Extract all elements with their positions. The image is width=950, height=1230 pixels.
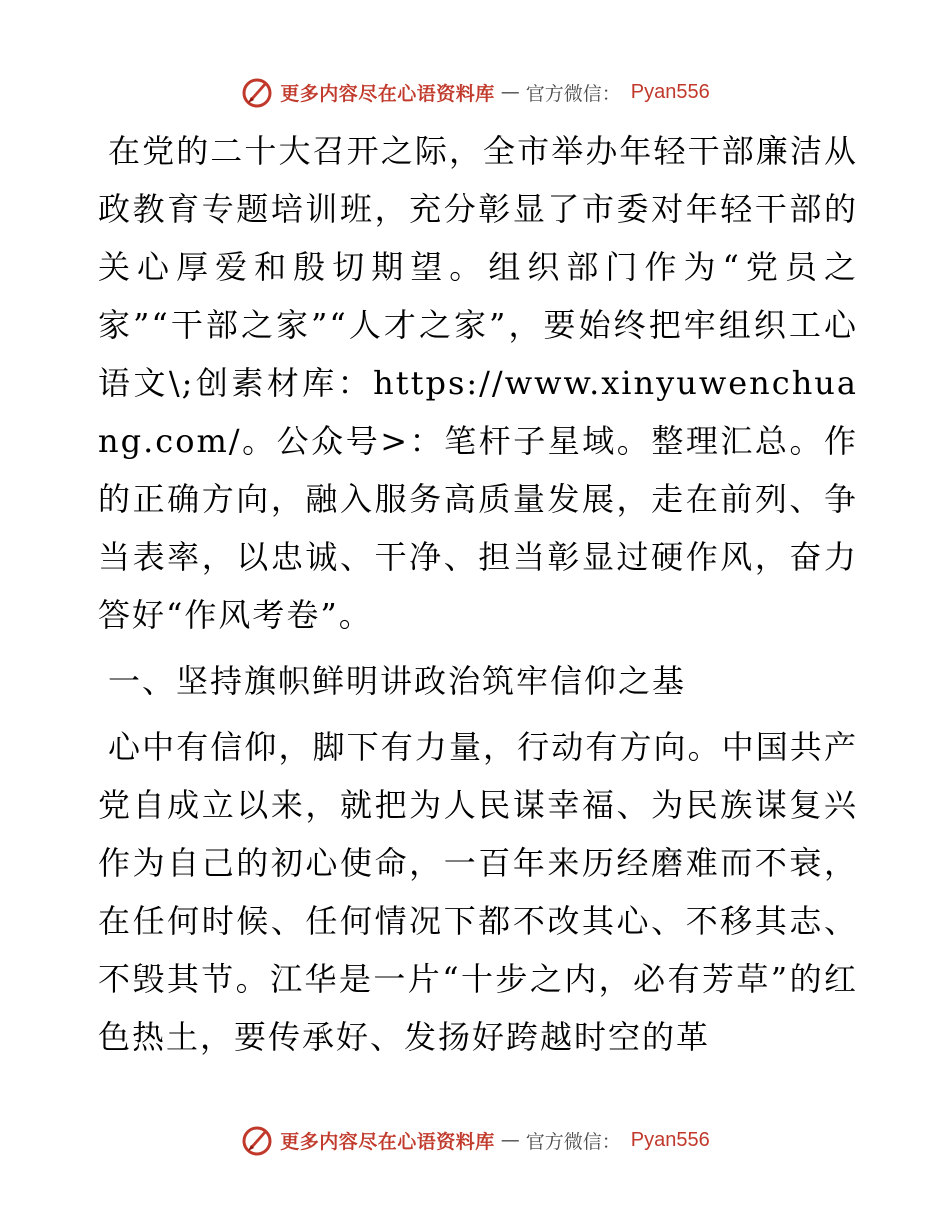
wechat-label: 官方微信： — [525, 82, 621, 105]
brand-text: 更多内容尽在心语资料库 — [280, 1130, 495, 1153]
quill-pen-logo-icon — [240, 75, 274, 109]
banner-separator: — — [500, 1129, 520, 1151]
wechat-id: Pyan556 — [630, 80, 710, 103]
section-heading: 一、坚持旗帜鲜明讲政治筑牢信仰之基 — [108, 662, 687, 700]
paragraph-body: 心中有信仰，脚下有力量，行动有方向。中国共产党自成立以来，就把为人民谋幸福、为民族谋复兴作为自己的初心使命，一百年来历经磨难而不衰，在任何时候、任何情况下都不改其心、不移其志、不毁其节。江华是一片“十步之内，必有芳草”的红色热土，要传承好、发扬好跨越时空的革 — [98, 728, 858, 1056]
wechat-id: Pyan556 — [630, 1128, 710, 1151]
paragraph-intro: 在党的二十大召开之际，全市举办年轻干部廉洁从政教育专题培训班，充分彰显了市委对年轻干部的关心厚爱和殷切期望。组织部门作为“党员之家”“干部之家”“人才之家”，要始终把牢组织工心语文\;创素材库：https://www.xinyuwenchuang.com/。公众号>：笔杆子星域。整理汇总。作的正确方向，融入服务高质量发展，走在前列、争当表率，以忠诚、干净、担当彰显过硬作风，奋力答好“作风考卷”。 — [98, 132, 858, 634]
brand-text: 更多内容尽在心语资料库 — [280, 82, 495, 105]
quill-pen-logo-icon — [240, 1123, 274, 1157]
wechat-label: 官方微信： — [525, 1130, 621, 1153]
header-watermark-banner — [0, 72, 950, 112]
footer-watermark-banner — [0, 1120, 950, 1160]
document-body — [98, 122, 858, 1066]
banner-separator: — — [500, 81, 520, 103]
